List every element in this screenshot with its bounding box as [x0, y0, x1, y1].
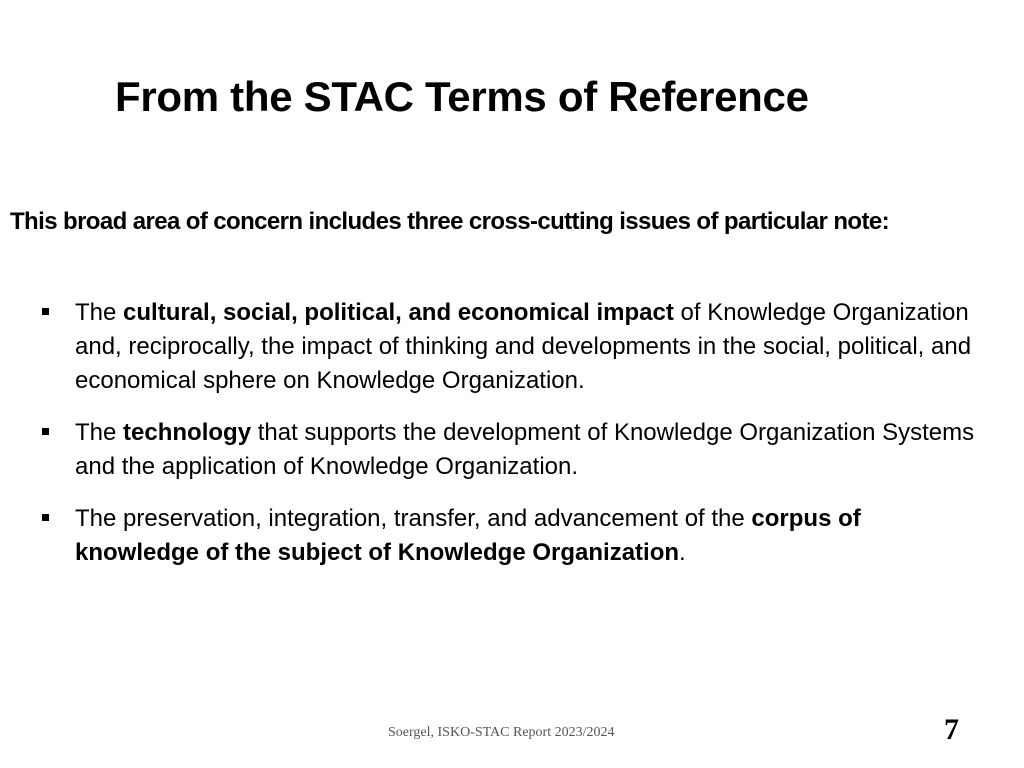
bullet-text-emphasis: corpus of knowledge of the subject of Knowledge Organization — [75, 505, 861, 566]
square-bullet-icon — [42, 308, 49, 315]
bullet-text-prefix: The — [75, 299, 124, 326]
bullet-item-cultural-impact — [42, 296, 987, 398]
bullet-list — [42, 296, 987, 588]
bullet-text-prefix: The — [75, 419, 124, 446]
bullet-text-suffix: of Knowledge Organization and, reciprocally, the impact of thinking and developments in the social, political, and economical sphere on Knowledge Organization. — [75, 299, 972, 394]
bullet-item-corpus — [42, 502, 987, 570]
bullet-item-technology — [42, 416, 987, 484]
bullet-text-emphasis: cultural, social, political, and economical impact — [123, 299, 674, 326]
bullet-text-prefix: The preservation, integration, transfer, and advancement of the — [75, 505, 752, 532]
bullet-text-emphasis: technology — [123, 419, 252, 446]
bullet-text-suffix: . — [679, 539, 686, 566]
square-bullet-icon — [42, 514, 49, 521]
intro-text: This broad area of concern includes three cross-cutting issues of particular note: — [10, 208, 890, 235]
square-bullet-icon — [42, 428, 49, 435]
page-number: 7 — [944, 713, 959, 746]
footer-text: Soergel, ISKO-STAC Report 2023/2024 — [388, 725, 615, 740]
slide-title: From the STAC Terms of Reference — [115, 73, 809, 120]
bullet-text-suffix: that supports the development of Knowledge Organization Systems and the application of Knowledge Organization. — [75, 419, 975, 480]
